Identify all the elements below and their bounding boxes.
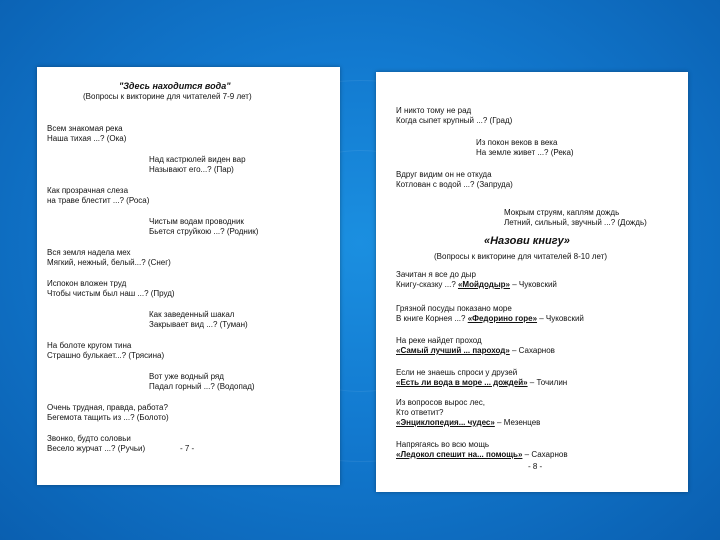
- riddle-answer-line: на траве блестит ...? (Роса): [47, 196, 150, 205]
- riddle-answer-line: Страшно булькает...? (Трясина): [47, 351, 165, 360]
- riddle-line: Как прозрачная слеза: [47, 186, 129, 195]
- riddle-line: На болоте кругом тина: [47, 341, 132, 350]
- riddle-answer-line: Называют его...? (Пар): [149, 165, 234, 174]
- riddle-answer-line: Бьется струйкою ...? (Родник): [149, 227, 259, 236]
- section-subtitle: (Вопросы к викторине для читателей 8-10 лет): [434, 252, 608, 261]
- riddle-answer-line: Мягкий, нежный, белый...? (Снег): [47, 258, 171, 267]
- riddle-answer-line: Когда сыпет крупный ...? (Град): [396, 116, 513, 125]
- question-line: Если не знаешь спроси у друзей: [396, 368, 518, 377]
- riddle-line: Мокрым струям, каплям дождь: [504, 208, 620, 217]
- riddle-line: Чистым водам проводник: [149, 217, 244, 226]
- riddle-line: Из покон веков в века: [476, 138, 558, 147]
- riddle-answer-line: Котлован с водой ...? (Запруда): [396, 180, 513, 189]
- riddle-answer-line: Падал горный ...? (Водопад): [149, 382, 255, 391]
- question-line: Грязной посуды показано море: [396, 304, 512, 313]
- riddle-answer-line: Бегемота тащить из ...? (Болото): [47, 413, 169, 422]
- riddle-line: Как заведенный шакал: [149, 310, 235, 319]
- riddle-answer-line: Весело журчат ...? (Ручьи): [47, 444, 146, 453]
- page-number: - 7 -: [180, 444, 195, 453]
- question-line: Из вопросов вырос лес,: [396, 398, 485, 407]
- question-line: На реке найдет проход: [396, 336, 482, 345]
- question-line: Зачитан я все до дыр: [396, 270, 476, 279]
- question-answer-line: В книге Корнея ...? «Федорино горе» – Чуковский: [396, 314, 584, 323]
- riddle-line: Вот уже водный ряд: [149, 372, 224, 381]
- riddle-answer-line: Закрывает вид ...? (Туман): [149, 320, 248, 329]
- riddle-answer-line: Летний, сильный, звучный ...? (Дождь): [504, 218, 647, 227]
- riddle-line: Очень трудная, правда, работа?: [47, 403, 168, 412]
- riddle-line: И никто тому не рад: [396, 106, 472, 115]
- riddle-answer-line: На земле живет ...? (Река): [476, 148, 574, 157]
- question-answer-line: «Самый лучший ... пароход» – Сахарнов: [396, 346, 555, 355]
- question-line: Кто ответит?: [396, 408, 444, 417]
- riddle-line: Всем знакомая река: [47, 124, 123, 133]
- riddle-answer-line: Наша тихая ...? (Ока): [47, 134, 127, 143]
- riddle-line: Вся земля надела мех: [47, 248, 131, 257]
- page-number: - 8 -: [528, 462, 543, 471]
- riddle-line: Вдруг видим он не откуда: [396, 170, 492, 179]
- document-page-right: [376, 72, 688, 492]
- section-title: «Назови книгу»: [484, 235, 570, 247]
- question-answer-line: «Ледокол спешит на... помощь» – Сахарнов: [396, 450, 568, 459]
- document-page-left: [37, 67, 340, 485]
- riddle-answer-line: Чтобы чистым был наш ...? (Пруд): [47, 289, 175, 298]
- question-answer-line: Книгу-сказку ...? «Мойдодыр» – Чуковский: [396, 280, 557, 289]
- question-answer-line: «Энциклопедия... чудес» – Мезенцев: [396, 418, 541, 427]
- question-answer-line: «Есть ли вода в море ... дождей» – Точилин: [396, 378, 568, 387]
- riddle-line: Звонко, будто соловьи: [47, 434, 131, 443]
- page-title: "Здесь находится вода": [119, 81, 231, 91]
- question-line: Напрягаясь во всю мощь: [396, 440, 490, 449]
- riddle-line: Испокон вложен труд: [47, 279, 127, 288]
- riddle-line: Над кастрюлей виден вар: [149, 155, 246, 164]
- page-subtitle: (Вопросы к викторине для читателей 7-9 лет): [83, 92, 252, 101]
